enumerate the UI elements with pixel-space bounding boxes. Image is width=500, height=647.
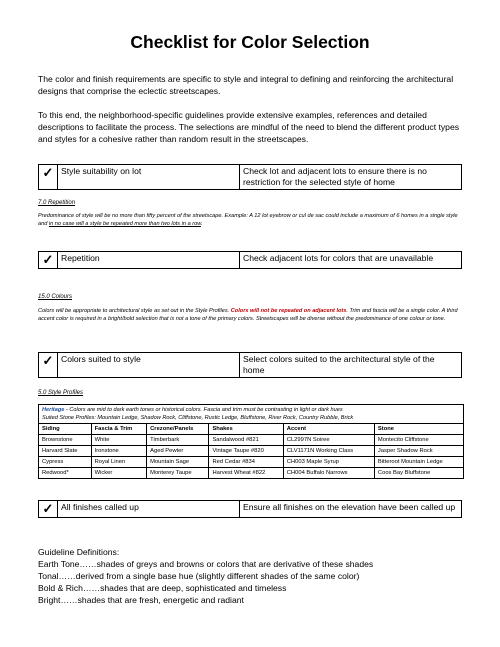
- checklist-item-action: Select colors suited to the architectural style of the home: [240, 353, 462, 378]
- table-row: [39, 446, 463, 457]
- table-cell: Jasper Shadow Rock: [374, 446, 463, 457]
- checklist-item-label: Repetition: [58, 252, 240, 269]
- table-header-row: [39, 424, 463, 435]
- section-body-repetition: Predominance of style will be no more than fifty percent of the streetscape. Example: A 12 lot eyebrow or cul de sac could include a maximum of 6 homes in a single style and in no case will a style be repeated more than two lots in a row.: [38, 213, 458, 227]
- checklist-item-action: Check lot and adjacent lots to ensure there is no restriction for the selected style of home: [240, 165, 462, 190]
- page-title: Checklist for Color Selection: [130, 32, 370, 52]
- checklist-row-style-suitability: [38, 164, 462, 190]
- table-row: [39, 468, 463, 479]
- heritage-style-profile: [38, 404, 464, 479]
- table-cell: Bitteroot Mountain Ledge: [374, 457, 463, 468]
- column-header: Fascia & Trim: [91, 424, 147, 435]
- section-body-colours: Colors will be appropriate to architectural style as set out in the Style Profiles. Colors will not be repeated on adjacent lots. Trim and fascia will be a single color. A third accent color is required in a bright/bold selection that is not a tone of the primary colors. Streetscapes will be diverse without the predominance of one colour or tone.: [38, 308, 458, 322]
- table-cell: CLV1171N Working Class: [283, 446, 374, 457]
- definition-item: Tonal……derived from a single base hue (slightly different shades of the same color): [38, 571, 360, 581]
- table-cell: Vintage Taupe #820: [209, 446, 283, 457]
- checklist-row-all-finishes: [38, 500, 462, 518]
- heritage-description: Heritage - Colors are mid to dark earth tones or historical colors. Fascia and trim must be contrasting in light or dark hues Suited Stone Profiles: Mountain Ledge, Shadow Rock, Cliffstone, Rustic Ledge, Bluffstone, River Rock, Country Rubble, Brick: [42, 407, 354, 421]
- table-cell: Sandalwood #821: [209, 435, 283, 446]
- table-cell: Redwood*: [39, 468, 91, 479]
- table-cell: White: [91, 435, 147, 446]
- checkmark-icon: ✓: [39, 165, 58, 190]
- table-cell: Harvest Wheat #822: [209, 468, 283, 479]
- column-header: Crezone/Panels: [147, 424, 209, 435]
- checklist-item-label: All finishes called up: [58, 501, 240, 518]
- suited-stone-profiles: Suited Stone Profiles: Mountain Ledge, Shadow Rock, Cliffstone, Rustic Ledge, Bluffstone, River Rock, Country Rubble, Brick: [42, 415, 354, 421]
- definitions-heading: Guideline Definitions:: [38, 547, 120, 557]
- table-cell: Monterey Taupe: [147, 468, 209, 479]
- definition-item: Bold & Rich……shades that are deep, sophisticated and timeless: [38, 583, 287, 593]
- definition-item: Bright……shades that are fresh, energetic and radiant: [38, 595, 244, 605]
- guideline-definitions: [38, 546, 373, 606]
- table-cell: CL2997N Soiree: [283, 435, 374, 446]
- table-cell: Harvard Slate: [39, 446, 91, 457]
- intro-paragraph-2: To this end, the neighborhood-specific guidelines provide extensive examples, references and detailed descriptions to facilitate the process. The selections are mindful of the need to blend the different product types and styles for a cohesive rather than random result in the streetscapes.: [38, 110, 460, 144]
- table-row: [39, 457, 463, 468]
- column-header: Shakes: [209, 424, 283, 435]
- table-cell: Red Cedar #834: [209, 457, 283, 468]
- table-cell: Timberbark: [147, 435, 209, 446]
- table-row: [39, 435, 463, 446]
- section-heading-colours: 15.0 Colours: [38, 294, 73, 300]
- table-cell: Royal Linen: [91, 457, 147, 468]
- checklist-item-action: Check adjacent lots for colors that are unavailable: [240, 252, 462, 269]
- table-cell: Aged Pewter: [147, 446, 209, 457]
- checklist-item-label: Style suitability on lot: [58, 165, 240, 190]
- color-table: [39, 423, 463, 478]
- table-cell: Wicker: [91, 468, 147, 479]
- intro-paragraph-1: The color and finish requirements are specific to style and integral to defining and reinforcing the architectural designs that comprise the eclectic streetscapes.: [38, 74, 454, 96]
- checkmark-icon: ✓: [39, 252, 58, 269]
- checkmark-icon: ✓: [39, 353, 58, 378]
- column-header: Stone: [374, 424, 463, 435]
- column-header: Siding: [39, 424, 91, 435]
- checklist-row-colors-suited: [38, 352, 462, 378]
- heritage-label: Heritage: [42, 407, 65, 413]
- table-cell: Montecito Cliffstone: [374, 435, 463, 446]
- table-cell: Coos Bay Bluffstone: [374, 468, 463, 479]
- table-cell: Brownstone: [39, 435, 91, 446]
- table-cell: Ironstone: [91, 446, 147, 457]
- section-heading-style-profiles: 5.0 Style Profiles: [38, 390, 84, 396]
- checklist-item-label: Colors suited to style: [58, 353, 240, 378]
- section-heading-repetition: 7.0 Repetition: [38, 200, 76, 206]
- table-cell: Mountain Sage: [147, 457, 209, 468]
- definition-item: Earth Tone……shades of greys and browns or colors that are derivative of these shades: [38, 559, 374, 569]
- column-header: Accent: [283, 424, 374, 435]
- checklist-row-repetition: [38, 251, 462, 269]
- checkmark-icon: ✓: [39, 501, 58, 518]
- table-cell: CH004 Buffalo Narrows: [283, 468, 374, 479]
- table-cell: CH003 Maple Syrup: [283, 457, 374, 468]
- table-cell: Cypress: [39, 457, 91, 468]
- checklist-item-action: Ensure all finishes on the elevation have been called up: [240, 501, 462, 518]
